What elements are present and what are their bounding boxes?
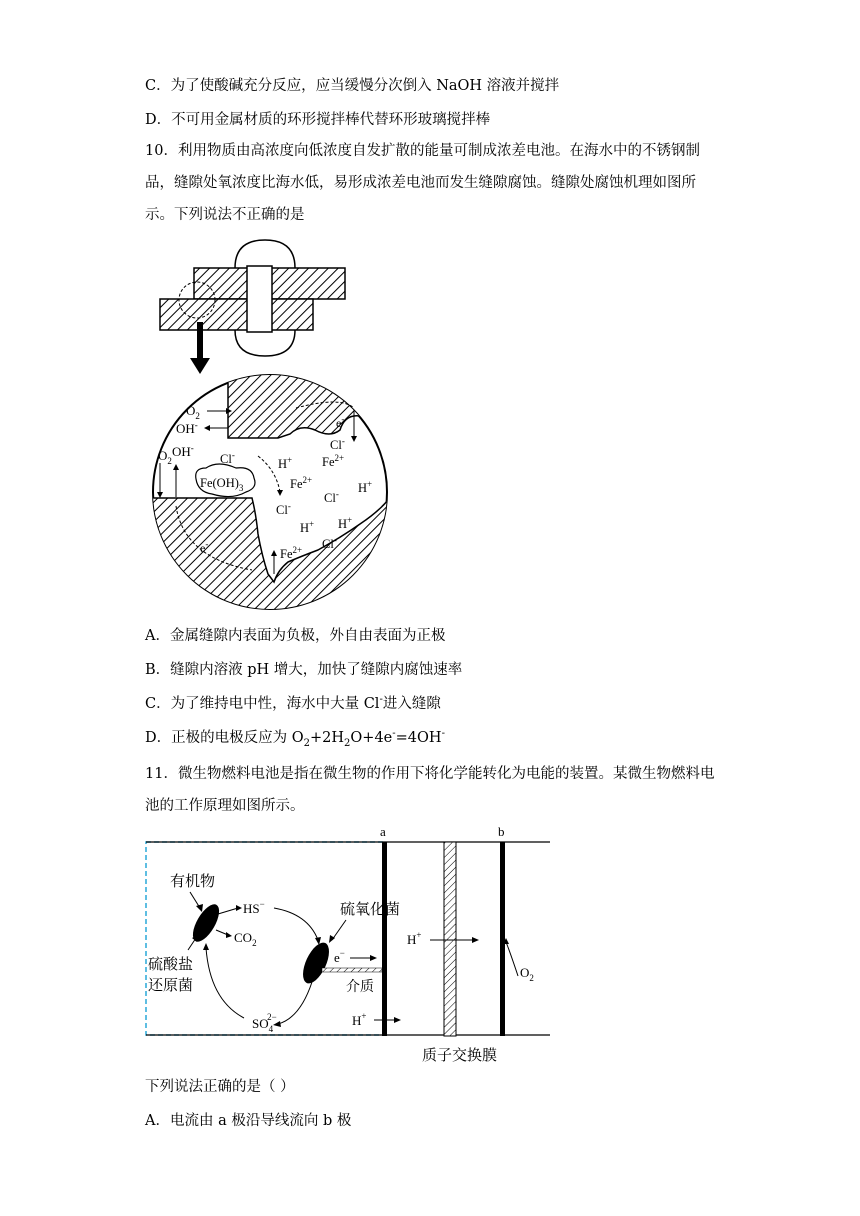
- sulfur-oxidizing-bacteria-label: 硫氧化菌: [340, 902, 401, 918]
- electrode-a-label: a: [380, 824, 386, 839]
- electron-label: e−: [334, 948, 345, 965]
- sulfur-oxidizing-bacterium: [298, 939, 335, 987]
- h-label-left: H+: [352, 1011, 367, 1028]
- proton-exchange-membrane-label: 质子交换膜: [422, 1048, 498, 1064]
- fe-label-3: $Fe^{2+}$: [280, 545, 303, 561]
- option-10d: D．正极的电极反应为 $O_2+2H_2O+4e^-=4OH^-$: [145, 728, 445, 749]
- option-9d: D．不可用金属材质的环形搅拌棒代替环形玻璃搅拌棒: [145, 112, 491, 128]
- option-11a: A．电流由 a 极沿导线流向 b 极: [145, 1113, 352, 1129]
- question-11-stem: 11．微生物燃料电池是指在微生物的作用下将化学能转化为电能的装置。某微生物燃料电池的工作原理如图所示。: [145, 766, 715, 814]
- cl-label-4: Cl-: [276, 501, 291, 517]
- fe-label-2: $Fe^{2+}$: [290, 475, 313, 491]
- electron-label-top: e-: [336, 414, 345, 430]
- o2-label-left: $O_2$: [158, 448, 172, 466]
- sulfate-reducing-label-1: 硫酸盐: [148, 957, 194, 973]
- h-label-3: H+: [300, 519, 315, 535]
- electron-label-bottom: e-: [200, 539, 209, 555]
- sulfate-reducing-label-2: 还原菌: [148, 978, 194, 994]
- h-label-1: H+: [278, 455, 293, 471]
- o2-label-top: $O_2$: [186, 403, 200, 421]
- option-10b: B．缝隙内溶液 pH 增大，加快了缝隙内腐蚀速率: [145, 662, 463, 678]
- co2-label: $CO_2$: [234, 930, 257, 948]
- magnified-crevice: [140, 368, 400, 610]
- feoh3-label: $Fe(OH)_3$: [200, 476, 244, 493]
- hs-label: HS−: [243, 899, 265, 916]
- h-label-middle: H+: [407, 930, 422, 947]
- question-11-ask: 下列说法正确的是（ ）: [145, 1079, 295, 1095]
- cl-label-1: Cl-: [330, 436, 345, 452]
- so4-label: $SO_42-$: [252, 1012, 277, 1034]
- option-10c: C．为了维持电中性，海水中大量 Cl-进入缝隙: [145, 694, 441, 712]
- cl-label-2: Cl-: [220, 450, 235, 466]
- oh-label-left: OH-: [172, 443, 194, 459]
- microbial-fuel-cell-figure: [140, 822, 560, 1070]
- question-10-stem: 10．利用物质由高浓度向低浓度自发扩散的能量可制成浓差电池。在海水中的不锈钢制品，缝隙处氧浓度比海水低，易形成浓差电池而发生缝隙腐蚀。缝隙处腐蚀机理如图所示。下列说法不正确的是: [145, 143, 700, 223]
- cl-label-5: Cl-: [322, 535, 337, 551]
- organic-label: 有机物: [170, 874, 216, 890]
- option-10a: A．金属缝隙内表面为负极，外自由表面为正极: [145, 628, 446, 644]
- cl-label-3: Cl-: [324, 489, 339, 505]
- h-label-2: H+: [358, 479, 373, 495]
- medium-label: 介质: [346, 980, 374, 995]
- option-9c: C．为了使酸碱充分反应，应当缓慢分次倒入 NaOH 溶液并搅拌: [145, 78, 560, 94]
- h-label-4: H+: [338, 515, 353, 531]
- crevice-corrosion-figure: [140, 238, 400, 610]
- fe-label-1: $Fe^{2+}$: [322, 453, 345, 469]
- oh-label-top: OH-: [176, 420, 198, 436]
- electrode-b-label: b: [498, 824, 505, 839]
- o2-label: $O_2$: [520, 965, 534, 983]
